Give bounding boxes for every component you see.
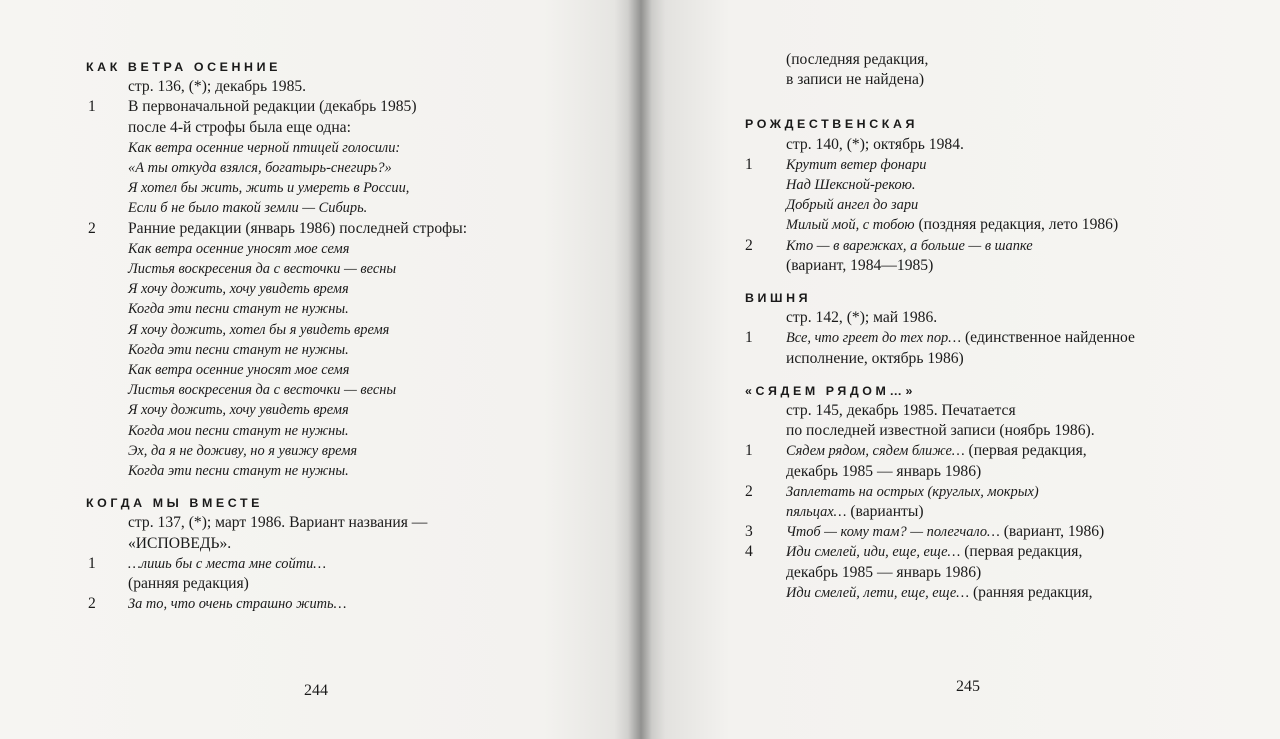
entry-source-line: стр. 140, (*); октябрь 1984.	[786, 135, 964, 153]
note-number: 1	[88, 98, 96, 116]
note-number: 1	[745, 442, 753, 460]
quoted-verse: Иди смелей, лети, еще, еще…	[786, 584, 970, 601]
entry-source-line: стр. 145, декабрь 1985. Печатается	[786, 402, 1016, 419]
entry-source-line: стр. 137, (*); март 1986. Вариант названия —	[128, 514, 428, 532]
note-comment: (вариант, 1986)	[999, 523, 1105, 541]
quoted-verse-line: Как ветра осенние черной птицей голосили:	[128, 139, 401, 156]
book-gutter-shadow	[628, 0, 652, 739]
note-line	[786, 583, 1093, 603]
note-line	[786, 441, 1087, 461]
note-number: 4	[745, 543, 753, 561]
quoted-verse-line: «А ты откуда взялся, богатырь-снегирь?»	[128, 160, 392, 176]
note-number: 1	[88, 554, 96, 572]
note-number: 2	[88, 219, 96, 237]
quoted-verse-line: Как ветра осенние уносят мое семя	[128, 240, 350, 257]
note-comment: (поздняя редакция, лето 1986)	[914, 216, 1119, 234]
left-page-number: 244	[304, 682, 328, 699]
quoted-verse: Сядем рядом, сядем ближе…	[786, 443, 965, 460]
right-page	[640, 0, 1280, 739]
entry-title: КОГДА МЫ ВМЕСТЕ	[86, 496, 264, 511]
note-comment: (ранняя редакция,	[969, 583, 1093, 601]
note-number: 1	[745, 329, 753, 347]
quoted-verse: пяльцах…	[786, 504, 847, 520]
quoted-verse-line: Я хочу дожить, хочу увидеть время	[128, 402, 349, 419]
continuation-line: в записи не найдена)	[786, 71, 925, 89]
quoted-verse-line: Добрый ангел до зари	[786, 197, 919, 214]
quoted-verse-line: Я хочу дожить, хотел бы я увидеть время	[128, 321, 390, 338]
entry-title: РОЖДЕСТВЕНСКАЯ	[745, 117, 918, 132]
note-line	[786, 502, 924, 522]
note-number: 2	[88, 595, 96, 613]
note-line: после 4-й строфы была еще одна:	[128, 118, 351, 136]
note-line: декабрь 1985 — январь 1986)	[786, 563, 982, 581]
quoted-verse-line: За то, что очень страшно жить…	[128, 596, 347, 613]
quoted-verse-line: Я хотел бы жить, жить и умереть в России,	[128, 180, 410, 197]
quoted-verse-line: Заплетать на острых (круглых, мокрых)	[786, 483, 1039, 500]
quoted-verse-line: Когда эти песни станут не нужны.	[128, 301, 349, 318]
quoted-verse: Чтоб — кому там? — полегчало…	[786, 524, 1000, 541]
entry-source-line: по последней известной записи (ноябрь 1986).	[786, 422, 1095, 440]
note-comment: (варианты)	[846, 503, 924, 520]
entry-source-line: стр. 136, (*); декабрь 1985.	[128, 78, 307, 96]
note-line: В первоначальной редакции (декабрь 1985)	[128, 98, 417, 116]
quoted-verse: Милый мой, с тобою	[786, 217, 915, 234]
entry-source-line: «ИСПОВЕДЬ».	[128, 534, 232, 552]
quoted-verse-line: Крутит ветер фонари	[786, 156, 927, 173]
note-comment: (первая редакция,	[960, 543, 1083, 561]
quoted-verse-line: Если б не было такой земли — Сибирь.	[128, 200, 368, 217]
quoted-verse-line: Когда мои песни станут не нужны.	[128, 422, 349, 439]
note-line: (вариант, 1984—1985)	[786, 256, 934, 274]
note-comment: (первая редакция,	[964, 442, 1087, 460]
entry-title: ВИШНЯ	[745, 291, 812, 305]
note-line: (ранняя редакция)	[128, 575, 249, 592]
note-line	[786, 215, 1118, 235]
note-line	[786, 328, 1135, 348]
note-line: Ранние редакции (январь 1986) последней строфы:	[128, 219, 468, 237]
quoted-verse-line: Листья воскресения да с весточки — весны	[128, 382, 397, 399]
note-line: декабрь 1985 — январь 1986)	[786, 462, 982, 480]
quoted-verse-line: Эх, да я не доживу, но я увижу время	[128, 442, 358, 459]
note-number: 2	[745, 482, 753, 500]
quoted-verse-line: Когда эти песни станут не нужны.	[128, 341, 349, 358]
quoted-verse-line: …лишь бы с места мне сойти…	[128, 555, 327, 572]
quoted-verse-line: Я хочу дожить, хочу увидеть время	[128, 281, 349, 298]
quoted-verse: Все, что греет до тех пор…	[786, 330, 962, 347]
right-page-number: 245	[956, 678, 980, 695]
quoted-verse: Иди смелей, иди, еще, еще…	[786, 544, 961, 561]
quoted-verse-line: Листья воскресения да с весточки — весны	[128, 261, 397, 277]
quoted-verse-line: Как ветра осенние уносят мое семя	[128, 362, 350, 378]
continuation-line: (последняя редакция,	[786, 51, 929, 68]
note-comment: (единственное найденное	[961, 329, 1135, 347]
entry-source-line: стр. 142, (*); май 1986.	[786, 309, 938, 327]
note-line: исполнение, октябрь 1986)	[786, 349, 964, 367]
note-number: 3	[745, 523, 753, 541]
entry-title: КАК ВЕТРА ОСЕННИЕ	[86, 60, 281, 74]
quoted-verse-line: Когда эти песни станут не нужны.	[128, 463, 349, 479]
note-line	[786, 542, 1082, 562]
note-number: 2	[745, 236, 753, 254]
quoted-verse-line: Над Шексной-рекою.	[786, 177, 916, 193]
quoted-verse-line: Кто — в варежках, а больше — в шапке	[786, 237, 1033, 254]
entry-title: «СЯДЕМ РЯДОМ…»	[745, 383, 916, 398]
note-number: 1	[745, 155, 753, 173]
note-line	[786, 522, 1104, 542]
